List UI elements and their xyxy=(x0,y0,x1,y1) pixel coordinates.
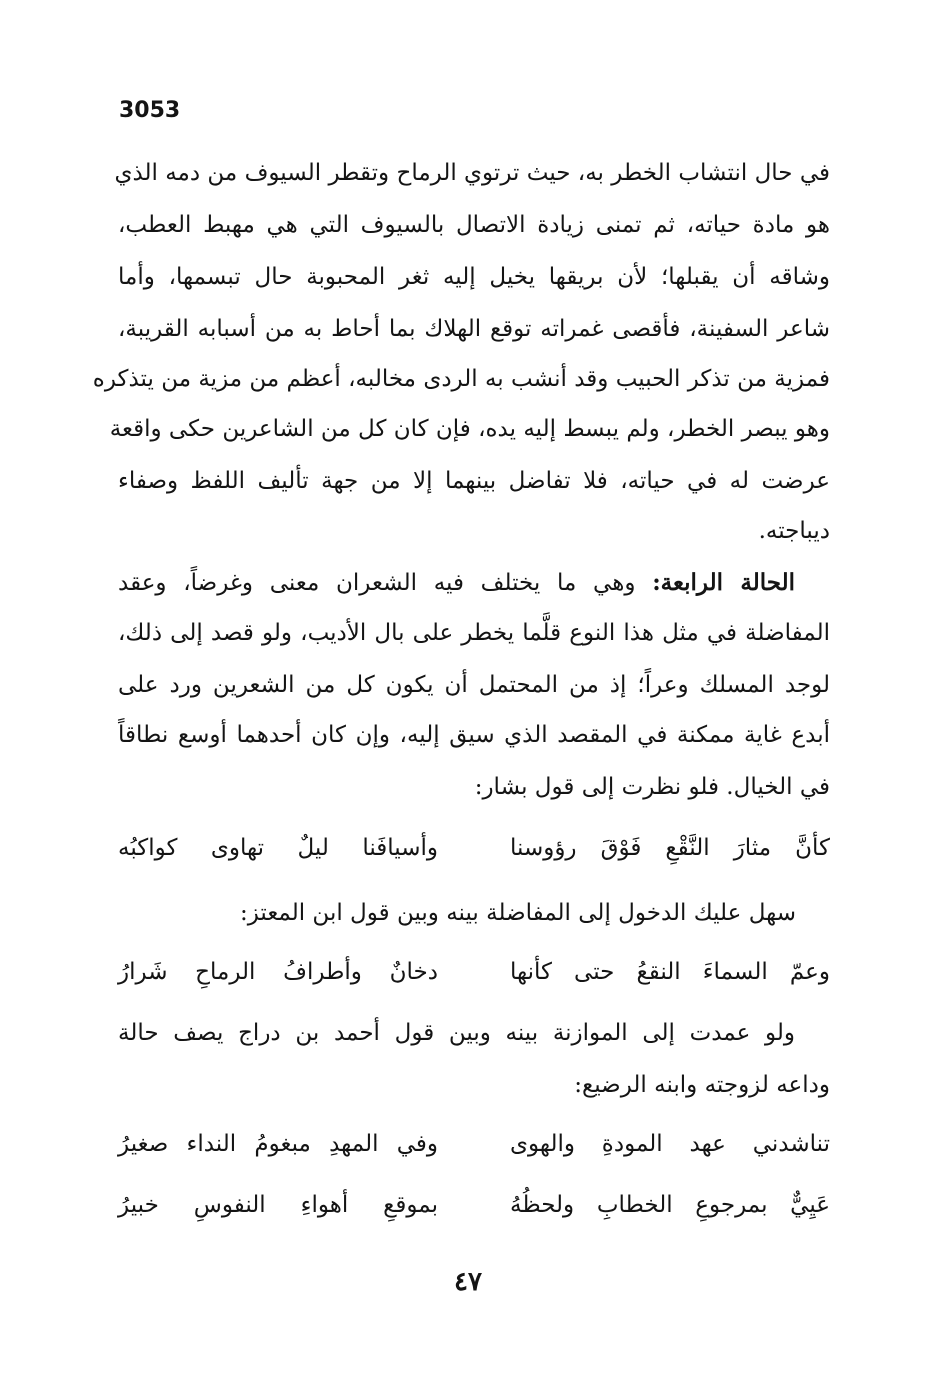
text-line: عرضت له في حياته، فلا تفاضل بينهما إلا من جهة تأليف اللفظ وصفاء xyxy=(118,468,830,494)
text-line: وشاقه أن يقبلها؛ لأن بريقها يخيل إليه ثغر المحبوبة حال تبسمها، وأما xyxy=(118,264,830,290)
text-line: ديباجته. xyxy=(758,518,830,544)
verse-second-hemistich: بموقعِ أهواءِ النفوسِ خبيرُ xyxy=(118,1192,438,1218)
text-line: أبدع غاية ممكنة في المقصد الذي سيق إليه، وإن كان أحدهما أوسع نطاقاً xyxy=(118,722,830,748)
text-line: فمزية من تذكر الحبيب وقد أنشب به الردى مخالبه، أعظم من مزية من يتذكره xyxy=(92,366,830,392)
section-heading: الحالة الرابعة: xyxy=(652,569,795,596)
poem-verse xyxy=(118,1185,830,1225)
verse-first-hemistich: وعمّ السماءَ النقعُ حتى كأنها xyxy=(510,959,830,985)
text-line: وهو يبصر الخطر، ولم يبسط إليه يده، فإن كان كل من الشاعرين حكى واقعة xyxy=(109,416,830,442)
text-line: هو مادة حياته، ثم تمنى زيادة الاتصال بالسيوف التي هي مهبط العطب، xyxy=(118,212,830,238)
text-line: وداعه لزوجته وابنه الرضيع: xyxy=(574,1072,830,1098)
text-line: لوجد المسلك وعراً؛ إذ من المحتمل أن يكون كل من الشعرين ورد على xyxy=(118,672,830,698)
verse-second-hemistich: وأسيافَنا ليلٌ تهاوى كواكبُه xyxy=(118,835,438,861)
text-line: في الخيال. فلو نظرت إلى قول بشار: xyxy=(474,774,830,800)
verse-first-hemistich: كأنَّ مثارَ النَّقْعِ فَوْقَ رؤوسنا xyxy=(510,835,830,861)
page-id: 3053 xyxy=(119,98,181,123)
poem-verse xyxy=(118,1124,830,1164)
verse-first-hemistich: عَيِيٌّ بمرجوعِ الخطابِ ولحظُهُ xyxy=(510,1192,830,1218)
poem-verse xyxy=(118,828,830,868)
text-span: وهي ما يختلف فيه الشعران معنى وغرضاً، وعقد xyxy=(118,570,636,596)
verse-second-hemistich: وفي المهدِ مبغومُ النداء صغيرُ xyxy=(118,1131,438,1157)
verse-first-hemistich: تناشدني عهد المودةِ والهوى xyxy=(510,1131,830,1157)
poem-verse xyxy=(118,952,830,992)
text-line: شاعر السفينة، فأقصى غمراته توقع الهلاك بما أحاط به من أسبابه القريبة، xyxy=(118,316,830,342)
text-line: ولو عمدت إلى الموازنة بينه وبين قول أحمد بن دراج يصف حالة xyxy=(118,1020,795,1046)
text-line: في حال انتشاب الخطر به، حيث ترتوي الرماح وتقطر السيوف من دمه الذي xyxy=(114,160,830,186)
text-line: سهل عليك الدخول إلى المفاضلة بينه وبين قول ابن المعتز: xyxy=(239,900,796,926)
page-number: ٤٧ xyxy=(454,1267,482,1297)
text-line: المفاضلة في مثل هذا النوع قلَّما يخطر على بال الأديب، ولو قصد إلى ذلك، xyxy=(118,620,830,646)
verse-second-hemistich: دخانٌ وأطرافُ الرماحِ شَرارُ xyxy=(118,959,438,985)
text-line xyxy=(118,563,795,603)
